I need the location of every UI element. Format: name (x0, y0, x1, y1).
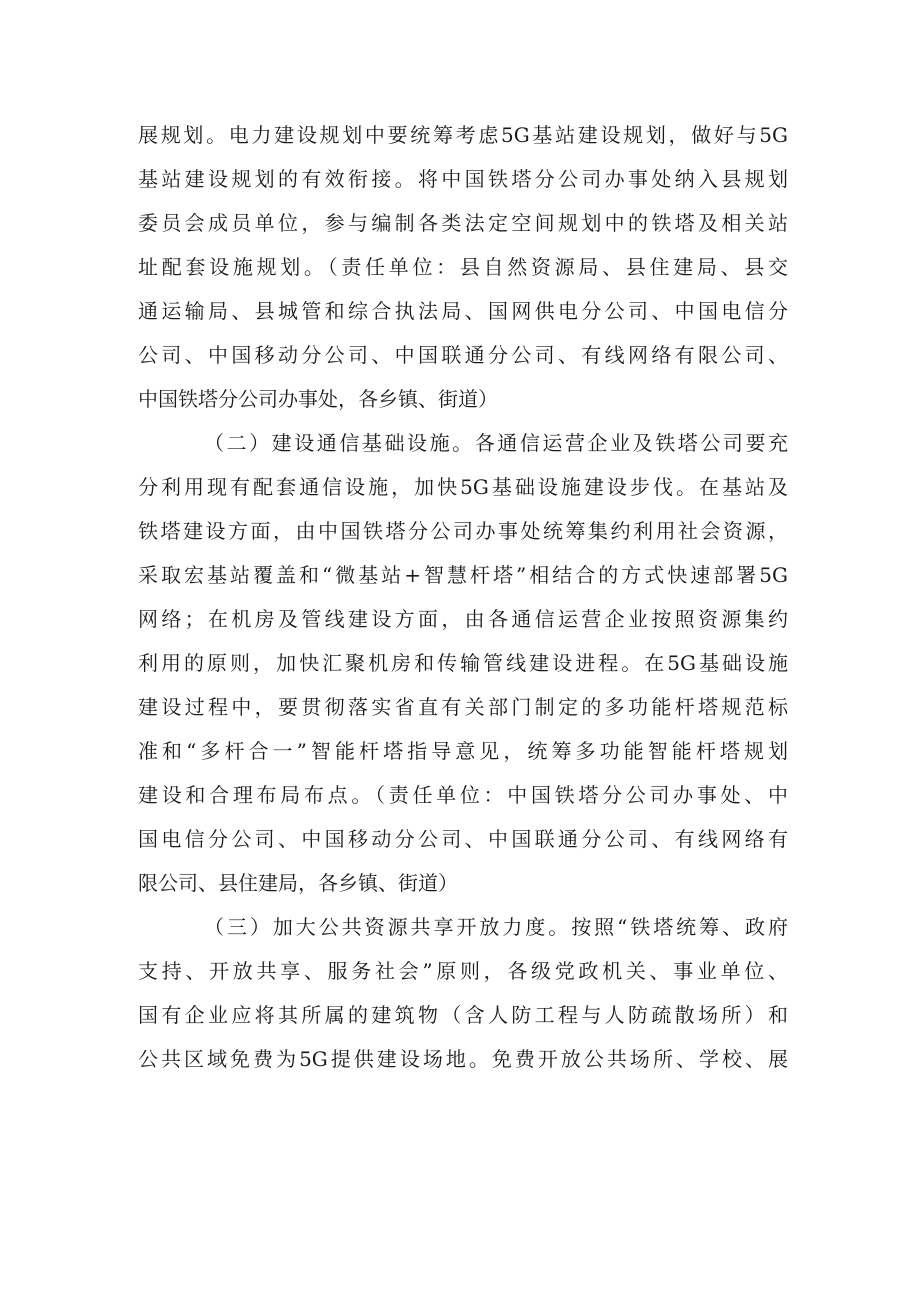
paragraph-3-line-1: （三）加大公共资源共享开放力度。按照“铁塔统筹、政府 (204, 915, 788, 939)
paragraph-1-line-1: 展规划。电力建设规划中要统筹考虑5G基站建设规划，做好与5G (138, 123, 788, 147)
paragraph-2-line-2: 分利用现有配套通信设施，加快5G基础设施建设步伐。在基站及 (138, 475, 788, 499)
paragraph-1-line-7: 中国铁塔分公司办事处，各乡镇、街道） (138, 387, 498, 411)
paragraph-1-line-5: 通运输局、县城管和综合执法局、国网供电分公司、中国电信分 (138, 299, 788, 323)
paragraph-2-line-9: 建设和合理布局布点。（责任单位：中国铁塔分公司办事处、中 (138, 783, 788, 807)
paragraph-2-line-4: 采取宏基站覆盖和“微基站+智慧杆塔”相结合的方式快速部署5G (138, 563, 788, 587)
paragraph-1-line-6: 公司、中国移动分公司、中国联通分公司、有线网络有限公司、 (138, 343, 788, 367)
paragraph-2-line-10: 国电信分公司、中国移动分公司、中国联通分公司、有线网络有 (138, 827, 788, 851)
paragraph-3-line-2: 支持、开放共享、服务社会”原则，各级党政机关、事业单位、 (138, 959, 788, 983)
paragraph-2-line-11: 限公司、县住建局，各乡镇、街道） (138, 871, 458, 895)
paragraph-1-line-4: 址配套设施规划。（责任单位：县自然资源局、县住建局、县交 (138, 255, 788, 279)
paragraph-1-line-3: 委员会成员单位，参与编制各类法定空间规划中的铁塔及相关站 (138, 211, 788, 235)
paragraph-2-line-1: （二）建设通信基础设施。各通信运营企业及铁塔公司要充 (204, 431, 788, 455)
paragraph-2-line-5: 网络；在机房及管线建设方面，由各通信运营企业按照资源集约 (138, 607, 788, 631)
paragraph-2-line-7: 建设过程中，要贯彻落实省直有关部门制定的多功能杆塔规范标 (138, 695, 788, 719)
paragraph-2-line-8: 准和“多杆合一”智能杆塔指导意见，统筹多功能智能杆塔规划 (138, 739, 788, 763)
paragraph-3-line-4: 公共区域免费为5G提供建设场地。免费开放公共场所、学校、展 (138, 1047, 788, 1071)
paragraph-3-line-3: 国有企业应将其所属的建筑物（含人防工程与人防疏散场所）和 (138, 1003, 788, 1027)
paragraph-2-line-6: 利用的原则，加快汇聚机房和传输管线建设进程。在5G基础设施 (138, 651, 788, 675)
paragraph-1-line-2: 基站建设规划的有效衔接。将中国铁塔分公司办事处纳入县规划 (138, 167, 788, 191)
paragraph-2-line-3: 铁塔建设方面，由中国铁塔分公司办事处统筹集约利用社会资源， (138, 519, 788, 543)
